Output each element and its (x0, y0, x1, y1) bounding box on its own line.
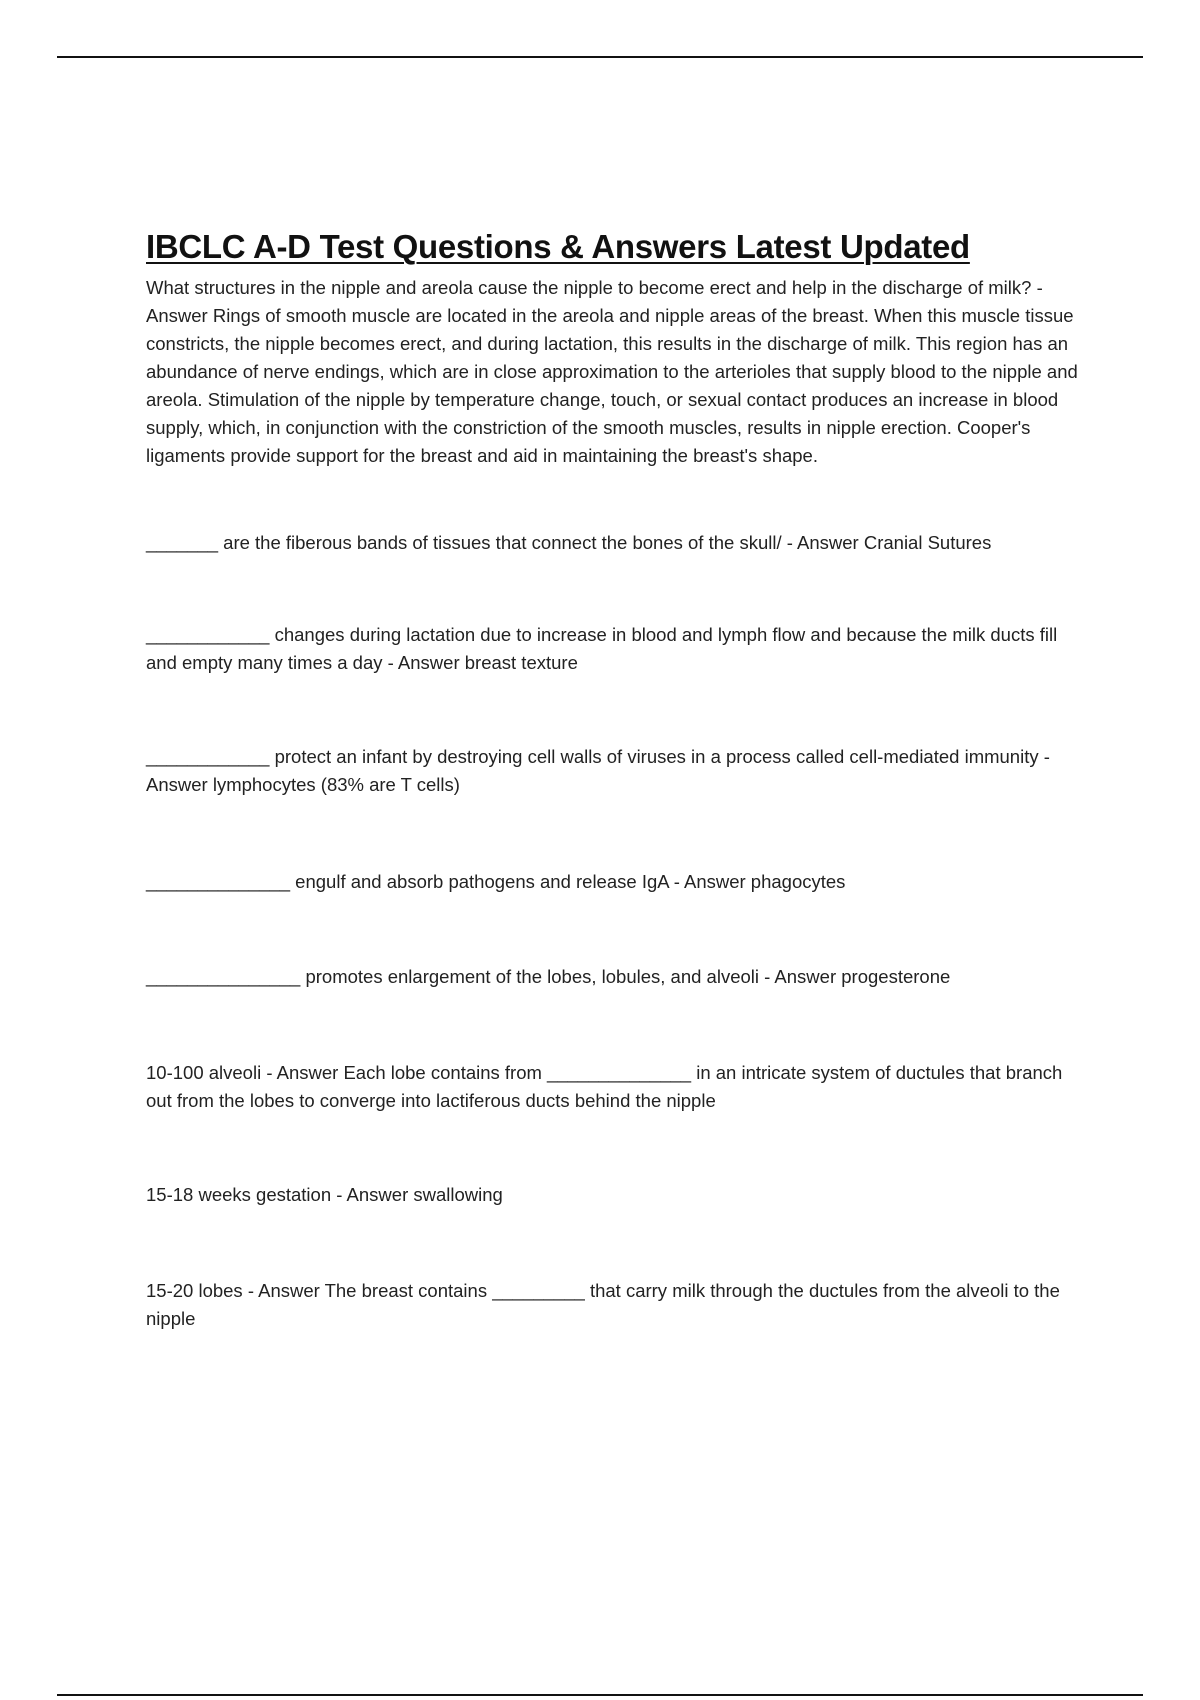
qa-item: ______________ engulf and absorb pathogens and release IgA - Answer phagocytes (146, 871, 846, 892)
qa-item: _______________ promotes enlargement of the lobes, lobules, and alveoli - Answer progesterone (146, 966, 951, 987)
document-body (146, 228, 1086, 1333)
qa-item: _______ are the fiberous bands of tissues that connect the bones of the skull/ - Answer Cranial Sutures (146, 532, 992, 553)
qa-item: 15-20 lobes - Answer The breast contains _________ that carry milk through the ductules from the alveoli to the nipple (146, 1280, 1060, 1329)
header-rule (57, 56, 1143, 58)
footer-rule (57, 1694, 1143, 1696)
document-title: IBCLC A-D Test Questions & Answers Latest Updated (146, 228, 970, 265)
qa-item: ____________ changes during lactation due to increase in blood and lymph flow and because the milk ducts fill and empty many times a day - Answer breast texture (146, 624, 1058, 673)
qa-item: ____________ protect an infant by destroying cell walls of viruses in a process called cell-mediated immunity - Answer lymphocytes (83% are T cells) (146, 746, 1050, 795)
qa-item: 15-18 weeks gestation - Answer swallowing (146, 1184, 503, 1205)
qa-item: What structures in the nipple and areola cause the nipple to become erect and help in the discharge of milk? - Answer Rings of smooth muscle are located in the areola and nipple areas of the breast. When this muscle tissue constricts, the nipple becomes erect, and during lactation, this results in the discharge of milk. This region has an abundance of nerve endings, which are in close approximation to the arterioles that supply blood to the nipple and areola. Stimulation of the nipple by temperature change, touch, or sexual contact produces an increase in blood supply, which, in conjunction with the constriction of the smooth muscles, results in nipple erection. Cooper's ligaments provide support for the breast and aid in maintaining the breast's shape. (146, 277, 1078, 466)
qa-item: 10-100 alveoli - Answer Each lobe contains from ______________ in an intricate system of ductules that branch out from the lobes to converge into lactiferous ducts behind the nipple (146, 1062, 1063, 1111)
